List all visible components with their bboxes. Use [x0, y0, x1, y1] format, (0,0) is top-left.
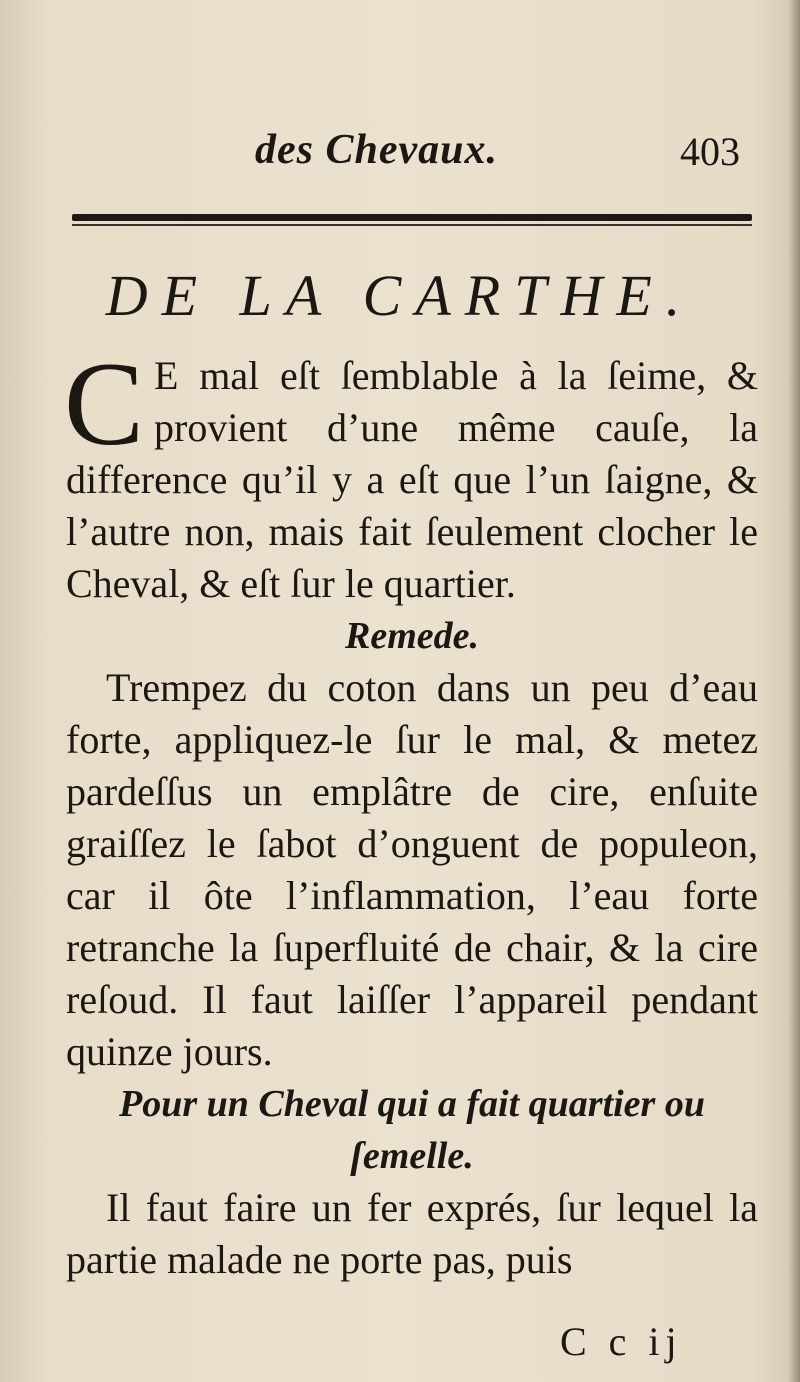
- ornamental-rule-thin: [72, 224, 752, 226]
- rubric-cheval-quartier: Pour un Cheval qui a fait quartier ou ſemelle.: [119, 1083, 705, 1177]
- ornamental-rule: [72, 214, 752, 221]
- rubric-remede: Remede.: [344, 615, 479, 657]
- body-text: [64, 337, 758, 1286]
- drop-cap: C: [64, 337, 145, 470]
- running-title: des Chevaux.: [255, 127, 498, 173]
- running-head: [0, 120, 800, 180]
- chapter-title: DE LA CARTHE.: [105, 263, 695, 328]
- paragraph-1-text: E mal eſt ſemblable à la ſeime, & provient d’une même cauſe, la difference qu’il y a eſt que l’un ſaigne, & l’autre non, mais fait ſeulement clocher le Cheval, & eſt ſur le quartier.: [66, 353, 758, 606]
- paragraph-2: Trempez du coton dans un peu d’eau forte, appliquez-le ſur le mal, & metez pardeſſus un emplâtre de cire, enſuite graiſſez le ſabot d’onguent de populeon, car il ôte l’inflammation, l’eau forte retranche la ſuperfluité de chair, & la cire reſoud. Il faut laiſſer l’appareil pendant quinze jours.: [66, 665, 758, 1074]
- paragraph-3: Il faut faire un fer exprés, ſur lequel la partie malade ne porte pas, puis: [66, 1185, 758, 1282]
- paragraph-1: [64, 337, 758, 610]
- page-number: 403: [680, 129, 740, 174]
- signature-mark: C c ij: [560, 1319, 683, 1364]
